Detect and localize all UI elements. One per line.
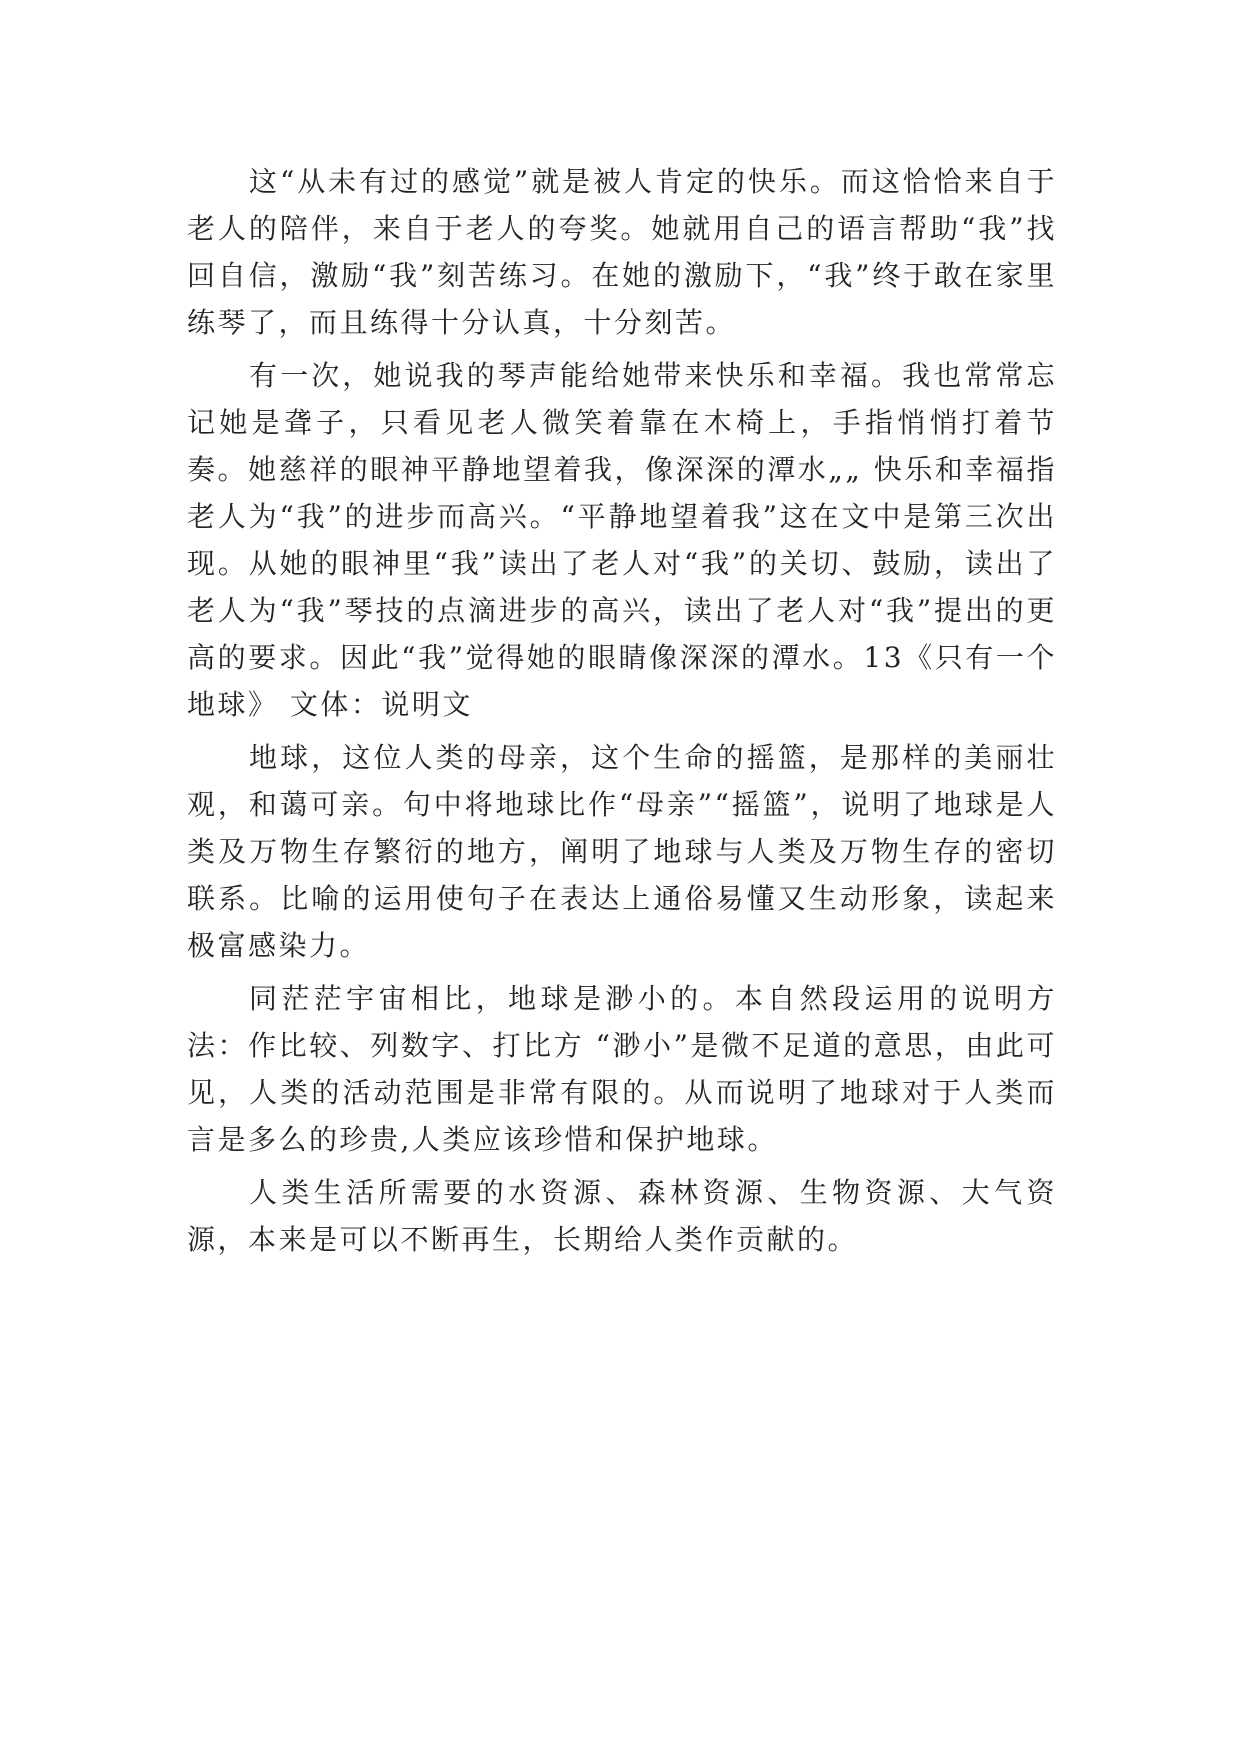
paragraph-4: 同茫茫宇宙相比，地球是渺小的。本自然段运用的说明方法：作比较、列数字、打比方 “渺小”是微不足道的意思，由此可见，人类的活动范围是非常有限的。从而说明了地球对于人类而言是多么的珍贵,人类应该珍惜和保护地球。: [187, 982, 1057, 1156]
paragraph-3: 地球，这位人类的母亲，这个生命的摇篮，是那样的美丽壮观，和蔼可亲。句中将地球比作“母亲”“摇篮”，说明了地球是人类及万物生存繁衍的地方，阐明了地球与人类及万物生存的密切联系。比喻的运用使句子在表达上通俗易懂又生动形象，读起来极富感染力。: [187, 741, 1057, 962]
paragraph-2: 有一次，她说我的琴声能给她带来快乐和幸福。我也常常忘记她是聋子，只看见老人微笑着靠在木椅上，手指悄悄打着节奏。她慈祥的眼神平静地望着我，像深深的潭水„„ 快乐和幸福指老人为“我”的进步而高兴。“平静地望着我”这在文中是第三次出现。从她的眼神里“我”读出了老人对“我”的关切、鼓励，读出了老人为“我”琴技的点滴进步的高兴，读出了老人对“我”提出的更高的要求。因此“我”觉得她的眼睛像深深的潭水。13《只有一个地球》 文体：说明文: [187, 359, 1057, 721]
paragraph-1: 这“从未有过的感觉”就是被人肯定的快乐。而这恰恰来自于老人的陪伴，来自于老人的夸奖。她就用自己的语言帮助“我”找回自信，激励“我”刻苦练习。在她的激励下，“我”终于敢在家里练琴了，而且练得十分认真，十分刻苦。: [187, 165, 1057, 339]
paragraph-5: 人类生活所需要的水资源、森林资源、生物资源、大气资源，本来是可以不断再生，长期给人类作贡献的。: [187, 1176, 1057, 1256]
document-page: [187, 158, 1057, 1269]
